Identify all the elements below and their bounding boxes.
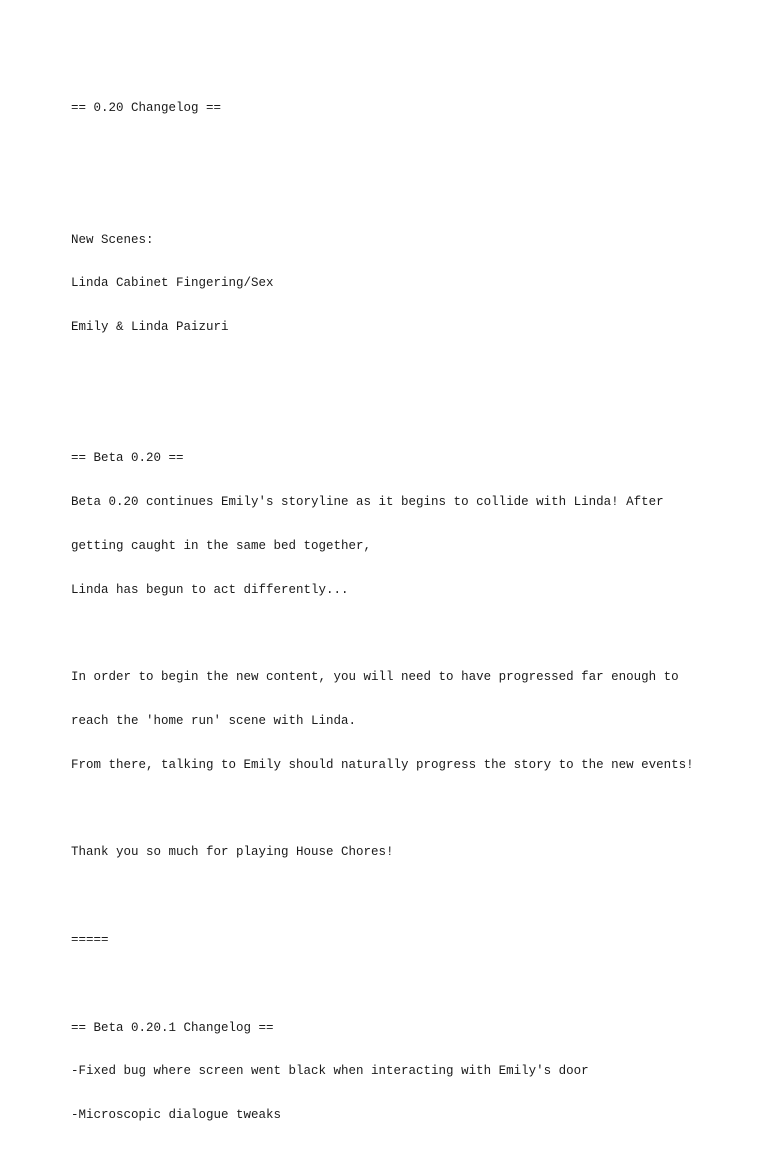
changelog-heading: == 0.20 Changelog == xyxy=(71,101,222,116)
text-line: getting caught in the same bed together, xyxy=(71,539,372,553)
blank-line xyxy=(71,408,751,423)
scene-item: Linda Cabinet Fingering/Sex xyxy=(71,276,274,291)
separator-line: ===== xyxy=(71,933,109,948)
blank-line xyxy=(71,364,751,379)
blank-line xyxy=(71,889,751,904)
patch-changelog-heading: == Beta 0.20.1 Changelog == xyxy=(71,1020,274,1035)
changelog-text xyxy=(71,72,751,1152)
text-line: reach the 'home run' scene with Linda. xyxy=(71,714,357,729)
changelog-item: -Fixed bug where screen went black when interacting with Emily's door xyxy=(71,1064,589,1079)
new-scenes-heading: New Scenes: xyxy=(71,232,154,247)
blank-line xyxy=(71,802,751,817)
text-line: In order to begin the new content, you will need to have progressed far enough to xyxy=(71,670,679,685)
beta-heading: == Beta 0.20 == xyxy=(71,451,184,466)
text-line: Beta 0.20 continues Emily's storyline as it begins to collide with Linda! After xyxy=(71,495,664,510)
blank-line xyxy=(71,145,751,160)
text-line: From there, talking to Emily should naturally progress the story to the new events! xyxy=(71,757,694,772)
text-line: Linda has begun to act differently... xyxy=(71,582,349,597)
changelog-item: -Microscopic dialogue tweaks xyxy=(71,1108,282,1123)
scene-item: Emily & Linda Paizuri xyxy=(71,320,229,335)
thanks-line: Thank you so much for playing House Chores! xyxy=(71,845,394,860)
blank-line xyxy=(71,977,751,992)
blank-line xyxy=(71,189,751,204)
blank-line xyxy=(71,627,751,642)
